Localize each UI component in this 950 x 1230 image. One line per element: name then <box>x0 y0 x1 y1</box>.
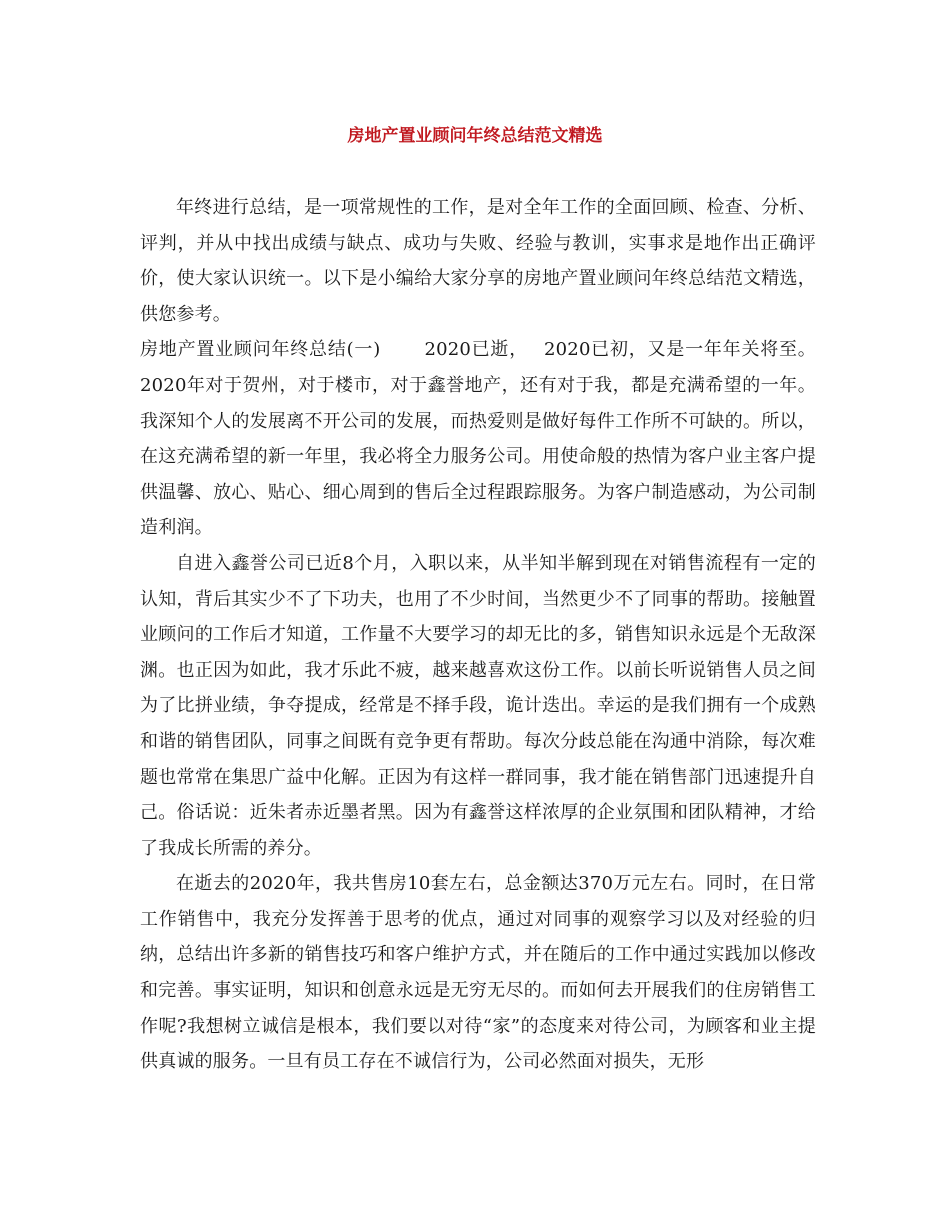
section-lead-2: 2020已初，又是一年年关将至。 <box>543 339 816 361</box>
intro-paragraph: 年终进行总结，是一项常规性的工作，是对全年工作的全面回顾、检查、分析、评判，并从中找出成绩与缺点、成功与失败、经验与教训，实事求是地作出正确评价，使大家认识统一。以下是小编给大家分享的房地产置业顾问年终总结范文精选，供您参考。 <box>140 197 816 325</box>
section-paragraph <box>140 332 816 546</box>
document-body <box>140 190 816 1080</box>
section-body: 2020年对于贺州，对于楼市，对于鑫誉地产，还有对于我，都是充满希望的一年。我深知个人的发展离不开公司的发展，而热爱则是做好每件工作所不可缺的。所以，在这充满希望的新一年里，我必将全力服务公司。用使命般的热情为客户业主客户提供温馨、放心、贴心、细心周到的售后全过程跟踪服务。为客户制造感动，为公司制造利润。 <box>140 374 816 539</box>
paragraph-2: 自进入鑫誉公司已近8个月，入职以来，从半知半解到现在对销售流程有一定的认知，背后其实少不了下功夫，也用了不少时间，当然更少不了同事的帮助。接触置业顾问的工作后才知道，工作量不大要学习的却无比的多，销售知识永远是个无敌深渊。也正因为如此，我才乐此不疲，越来越喜欢这份工作。以前长听说销售人员之间为了比拼业绩，争夺提成，经常是不择手段，诡计迭出。幸运的是我们拥有一个成熟和谐的销售团队，同事之间既有竞争更有帮助。每次分歧总能在沟通中消除，每次难题也常常在集思广益中化解。正因为有这样一群同事，我才能在销售部门迅速提升自己。俗话说：近朱者赤近墨者黑。因为有鑫誉这样浓厚的企业氛围和团队精神，才给了我成长所需的养分。 <box>140 552 816 859</box>
section-lead-1: 2020已逝， <box>424 339 528 361</box>
section-heading: 房地产置业顾问年终总结(一) <box>140 339 381 361</box>
document-title: 房地产置业顾问年终总结范文精选 <box>347 126 603 146</box>
paragraph-3: 在逝去的2020年，我共售房10套左右，总金额达370万元左右。同时，在日常工作销售中，我充分发挥善于思考的优点，通过对同事的观察学习以及对经验的归纳，总结出许多新的销售技巧和客户维护方式，并在随后的工作中通过实践加以修改和完善。事实证明，知识和创意永远是无穷无尽的。而如何去开展我们的住房销售工作呢?我想树立诚信是根本，我们要以对待“家”的态度来对待公司，为顾客和业主提供真诚的服务。一旦有员工存在不诚信行为，公司必然面对损失，无形 <box>140 873 816 1073</box>
